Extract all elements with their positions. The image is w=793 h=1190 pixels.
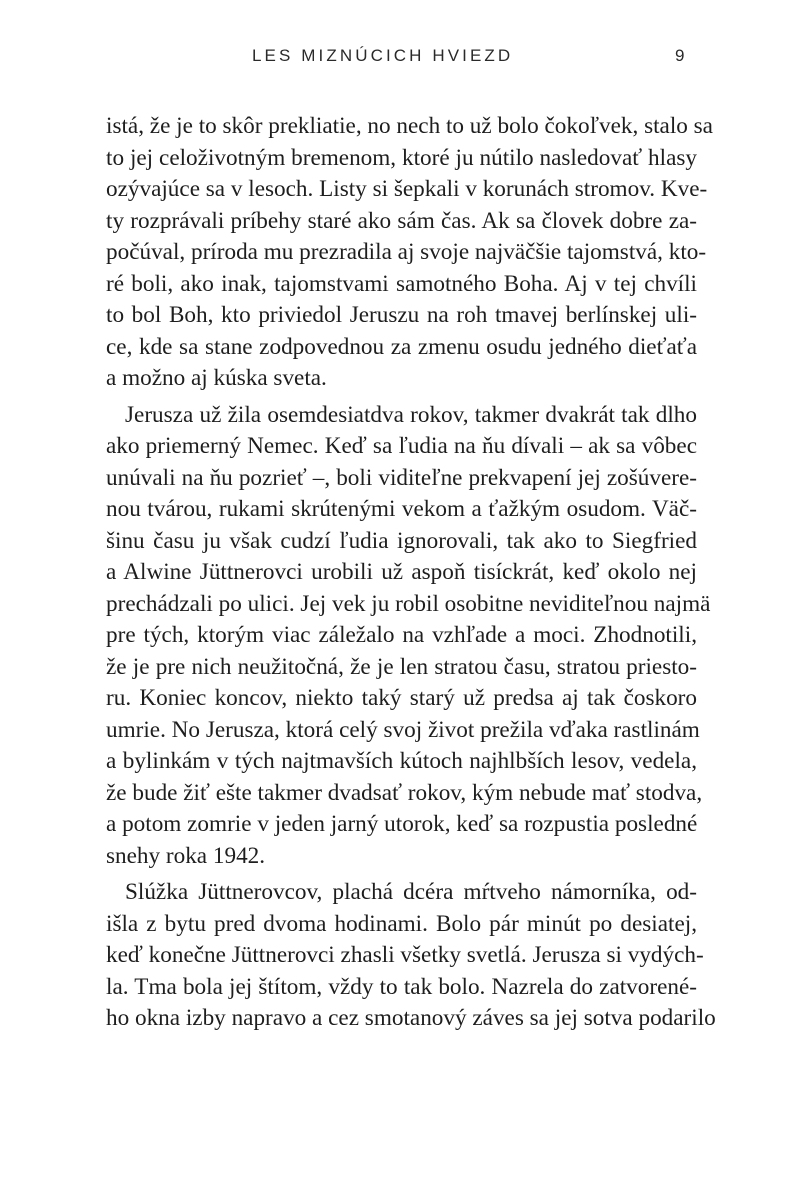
text-line: ho okna izby napravo a cez smotanový záves sa jej sotva podarilo bbox=[106, 1005, 716, 1031]
book-title: LES MIZNÚCICH HVIEZD bbox=[252, 46, 514, 65]
text-line: počúval, príroda mu prezradila aj svoje najväčšie tajomstvá, kto- bbox=[106, 239, 707, 265]
text-line: ty rozprávali príbehy staré ako sám čas. Ak sa človek dobre za- bbox=[106, 207, 697, 234]
text-line: že bude žiť ešte takmer dvadsať rokov, kým nebude mať stodva, bbox=[106, 779, 703, 806]
text-line: nou tvárou, rukami skrútenými vekom a ťažkým osudom. Väč- bbox=[106, 496, 697, 522]
text-line: a potom zomrie v jeden jarný utorok, keď sa rozpustia posledné bbox=[106, 811, 698, 837]
text-line: Jerusza už žila osemdesiatdva rokov, takmer dvakrát tak dlho bbox=[125, 401, 697, 428]
text-line: a Alwine Jüttnerovci urobili už aspoň tisíckrát, keď okolo nej bbox=[106, 559, 697, 585]
body-text bbox=[106, 111, 716, 1035]
text-line: umrie. No Jerusza, ktorá celý svoj život prežila vďaka rastlinám bbox=[106, 716, 700, 743]
text-line: keď konečne Jüttnerovci zhasli všetky svetlá. Jerusza si vydých- bbox=[106, 942, 704, 968]
page-number: 9 bbox=[675, 46, 685, 65]
paragraph bbox=[106, 111, 713, 395]
text-line: to bol Boh, kto priviedol Jeruszu na roh tmavej berlínskej uli- bbox=[106, 302, 697, 328]
running-header bbox=[0, 46, 793, 70]
text-line: prechádzali po ulici. Jej vek ju robil osobitne neviditeľnou najmä bbox=[106, 590, 711, 617]
text-line: unúvali na ňu pozrieť –, boli viditeľne prekvapení jej zošúvere- bbox=[106, 464, 697, 491]
text-line: ako priemerný Nemec. Keď sa ľudia na ňu dívali – ak sa vôbec bbox=[106, 433, 697, 459]
text-line: Slúžka Jüttnerovcov, plachá dcéra mŕtveho námorníka, od- bbox=[125, 879, 697, 905]
text-line: ce, kde sa stane zodpovednou za zmenu osudu jedného dieťaťa bbox=[106, 333, 697, 360]
text-line: la. Tma bola jej štítom, vždy to tak bolo. Nazrela do zatvorené- bbox=[106, 973, 697, 1000]
text-line: pre tých, ktorým viac záležalo na vzhľade a moci. Zhodnotili, bbox=[106, 622, 697, 648]
text-line: ru. Koniec koncov, niekto taký starý už predsa aj tak čoskoro bbox=[106, 685, 697, 711]
text-line: to jej celoživotným bremenom, ktoré ju nútilo nasledovať hlasy bbox=[106, 144, 697, 171]
text-line: že je pre nich neužitočná, že je len stratou času, stratou priesto- bbox=[106, 653, 697, 680]
text-line: snehy roka 1942. bbox=[106, 842, 266, 869]
paragraph bbox=[106, 400, 711, 873]
text-line: a možno aj kúska sveta. bbox=[106, 365, 327, 391]
text-line: šinu času ju však cudzí ľudia ignorovali, tak ako to Siegfried bbox=[106, 527, 697, 554]
text-line: išla z bytu pred dvoma hodinami. Bolo pár minút po desiatej, bbox=[106, 910, 697, 937]
paragraph bbox=[106, 877, 716, 1035]
text-line: a bylinkám v tých najtmavších kútoch najhlbších lesov, vedela, bbox=[106, 748, 697, 774]
text-line: istá, že je to skôr prekliatie, no nech to už bolo čokoľvek, stalo sa bbox=[106, 113, 713, 139]
text-line: ozývajúce sa v lesoch. Listy si šepkali v korunách stromov. Kve- bbox=[106, 176, 708, 202]
text-line: ré boli, ako inak, tajomstvami samotného Boha. Aj v tej chvíli bbox=[106, 270, 697, 297]
